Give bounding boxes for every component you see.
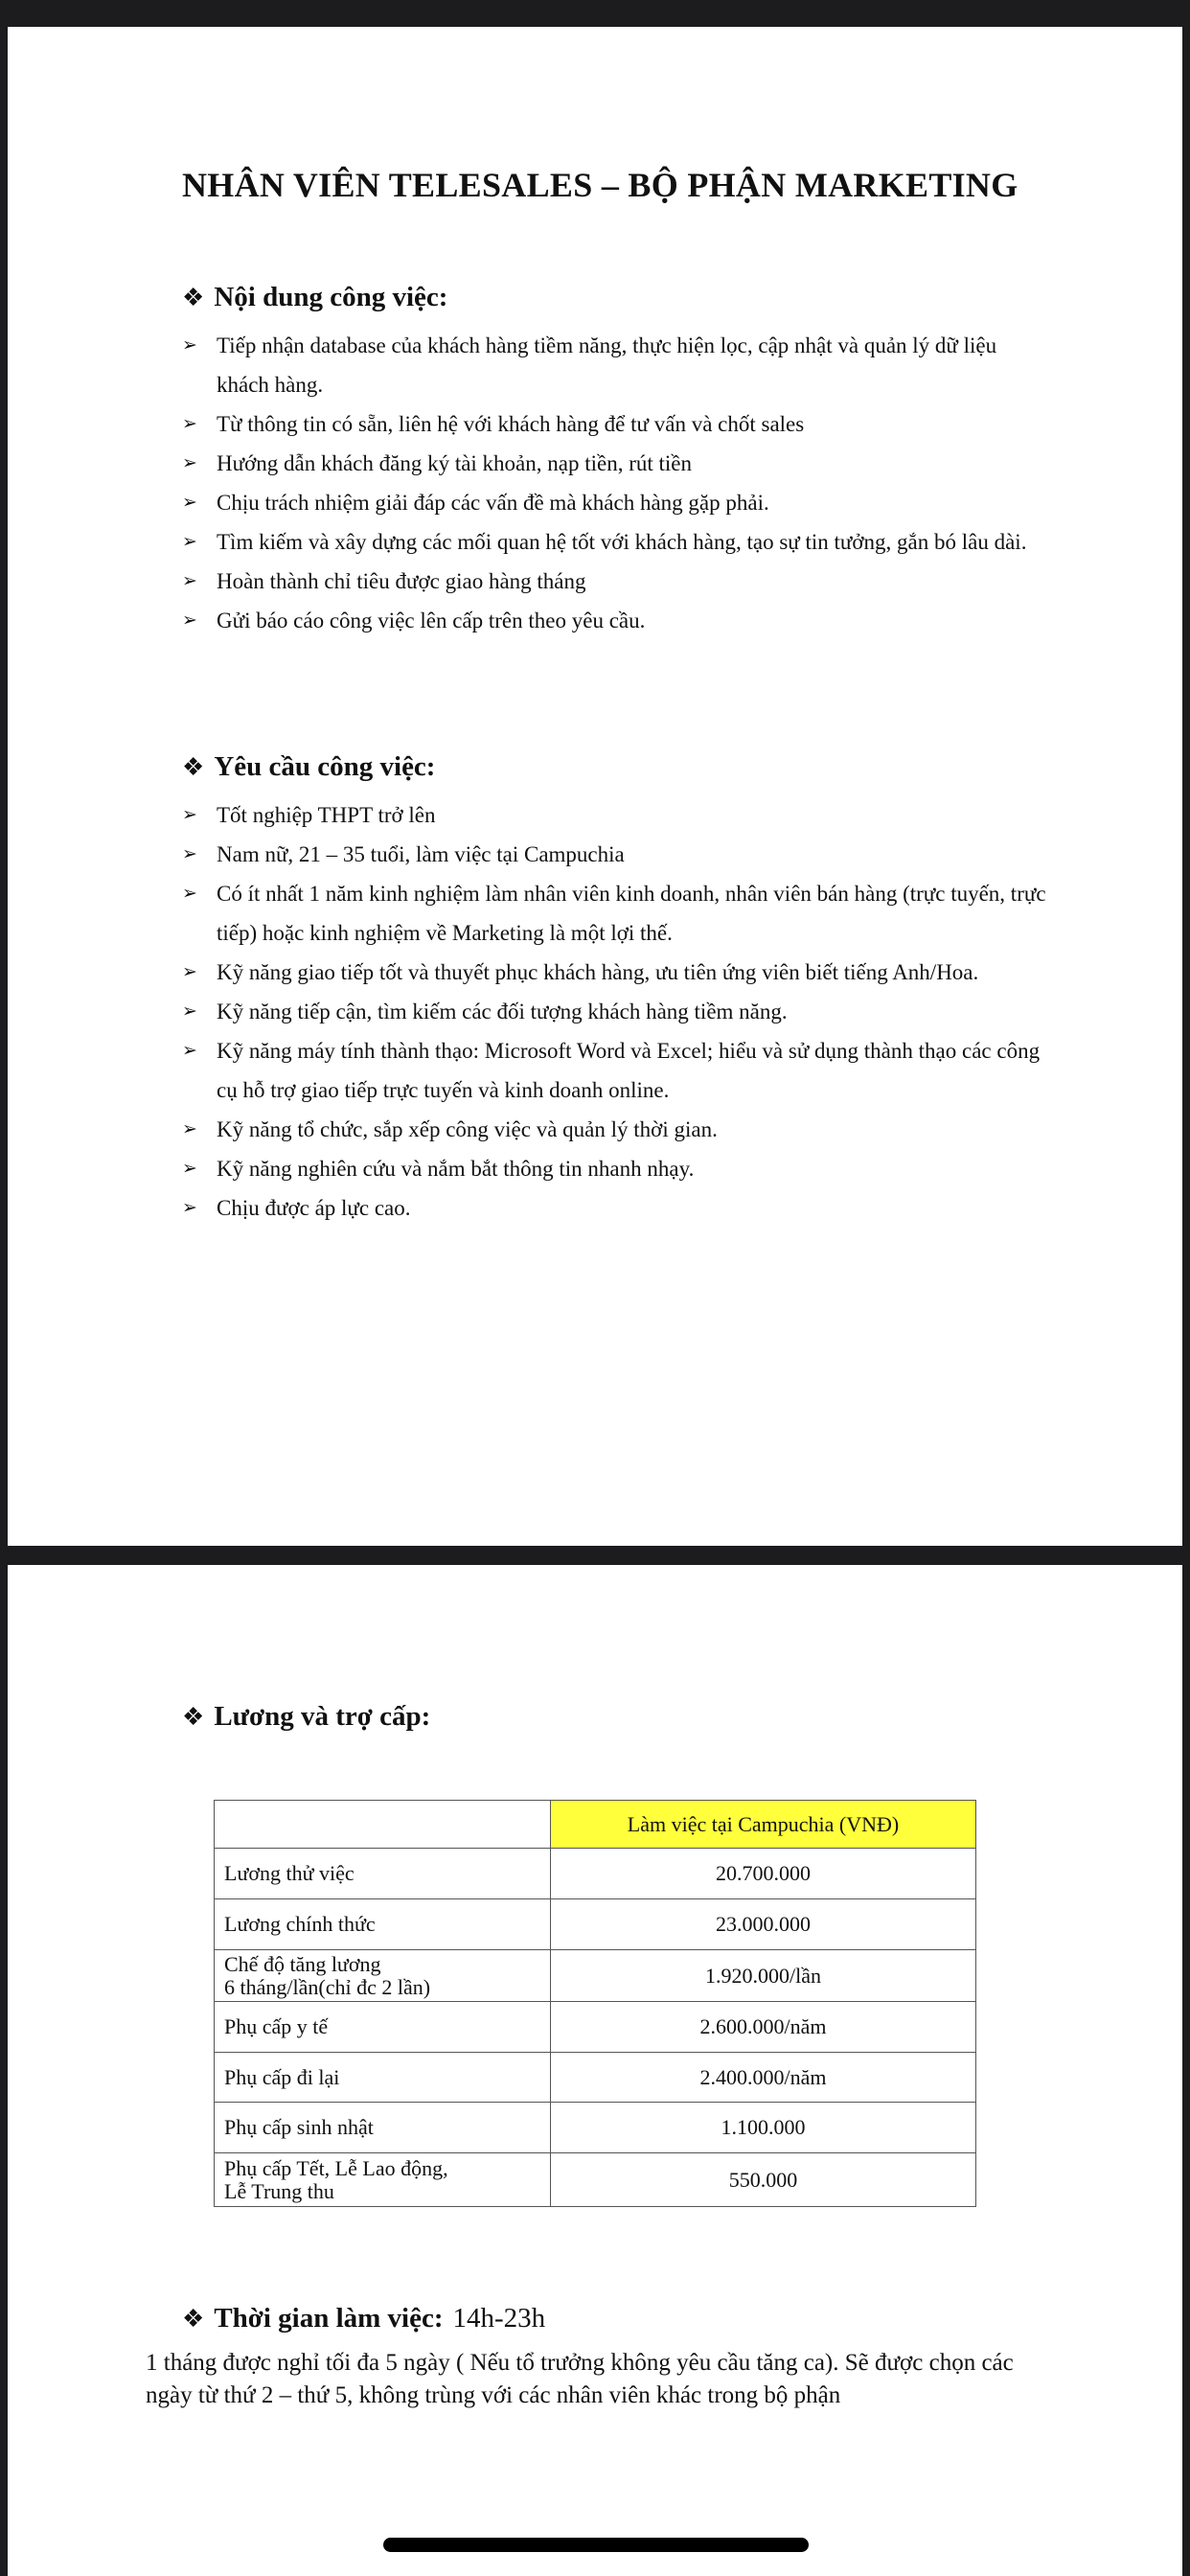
salary-item-value: 1.100.000 <box>551 2103 976 2153</box>
salary-item-label: Chế độ tăng lương 6 tháng/lần(chỉ đc 2 lần) <box>215 1950 551 2002</box>
list-item-text: Nam nữ, 21 – 35 tuổi, làm việc tại Campuchia <box>217 842 625 866</box>
duties-list <box>182 326 1054 640</box>
salary-table <box>214 1800 976 2207</box>
table-row <box>215 2103 976 2153</box>
diamond-bullet-icon: ❖ <box>182 283 205 311</box>
list-item <box>182 835 1054 874</box>
list-item-text: Có ít nhất 1 năm kinh nghiệm làm nhân viên kinh doanh, nhân viên bán hàng (trực tuyến, trực tiếp) hoặc kinh nghiệm về Marketing là một lợi thế. <box>217 882 1046 945</box>
diamond-bullet-icon: ❖ <box>182 1702 205 1731</box>
list-item <box>182 483 1054 522</box>
list-item <box>182 795 1054 835</box>
list-item <box>182 992 1054 1031</box>
arrow-bullet-icon: ➢ <box>182 1118 197 1139</box>
arrow-bullet-icon: ➢ <box>182 1000 197 1022</box>
arrow-bullet-icon: ➢ <box>182 804 197 825</box>
arrow-bullet-icon: ➢ <box>182 492 197 513</box>
arrow-bullet-icon: ➢ <box>182 1197 197 1218</box>
salary-item-label: Lương thử việc <box>215 1849 551 1899</box>
salary-item-value: 23.000.000 <box>551 1899 976 1950</box>
salary-heading <box>182 1701 430 1733</box>
list-item-text: Hướng dẫn khách đăng ký tài khoản, nạp tiền, rút tiền <box>217 451 693 475</box>
arrow-bullet-icon: ➢ <box>182 413 197 434</box>
arrow-bullet-icon: ➢ <box>182 843 197 864</box>
list-item <box>182 444 1054 483</box>
arrow-bullet-icon: ➢ <box>182 452 197 473</box>
list-item-text: Tìm kiếm và xây dựng các mối quan hệ tốt với khách hàng, tạo sự tin tưởng, gắn bó lâu dài. <box>217 530 1027 554</box>
arrow-bullet-icon: ➢ <box>182 531 197 552</box>
list-item-text: Gửi báo cáo công việc lên cấp trên theo yêu cầu. <box>217 609 646 632</box>
salary-item-value: 550.000 <box>551 2153 976 2207</box>
salary-item-value: 20.700.000 <box>551 1849 976 1899</box>
salary-heading-text: Lương và trợ cấp: <box>214 1701 431 1732</box>
list-item <box>182 953 1054 992</box>
list-item <box>182 1149 1054 1188</box>
arrow-bullet-icon: ➢ <box>182 1040 197 1061</box>
list-item <box>182 874 1054 953</box>
salary-item-label: Lương chính thức <box>215 1899 551 1950</box>
duties-heading-text: Nội dung công việc: <box>214 282 448 312</box>
list-item-text: Hoàn thành chỉ tiêu được giao hàng tháng <box>217 569 586 593</box>
diamond-bullet-icon: ❖ <box>182 752 205 781</box>
list-item <box>182 326 1054 404</box>
document-page-2 <box>8 1565 1182 2576</box>
document-title: NHÂN VIÊN TELESALES – BỘ PHẬN MARKETING <box>182 166 1018 204</box>
list-item <box>182 601 1054 640</box>
salary-item-label: Phụ cấp Tết, Lễ Lao động, Lễ Trung thu <box>215 2153 551 2207</box>
hours-note: 1 tháng được nghỉ tối đa 5 ngày ( Nếu tổ trưởng không yêu cầu tăng ca). Sẽ được chọn các ngày từ thứ 2 – thứ 5, không trùng với các nhân viên khác trong bộ phận <box>146 2350 1014 2408</box>
list-item-text: Kỹ năng nghiên cứu và nắm bắt thông tin nhanh nhạy. <box>217 1157 695 1181</box>
list-item <box>182 522 1054 562</box>
list-item-text: Chịu được áp lực cao. <box>217 1196 411 1220</box>
duties-heading <box>182 282 447 313</box>
requirements-heading-text: Yêu cầu công việc: <box>214 751 436 782</box>
arrow-bullet-icon: ➢ <box>182 961 197 982</box>
list-item <box>182 1110 1054 1149</box>
table-row <box>215 1950 976 2002</box>
arrow-bullet-icon: ➢ <box>182 570 197 591</box>
list-item <box>182 1031 1054 1110</box>
salary-table-header: Làm việc tại Campuchia (VNĐ) <box>551 1801 976 1849</box>
salary-table-corner-cell <box>215 1801 551 1849</box>
arrow-bullet-icon: ➢ <box>182 610 197 631</box>
document-page-1 <box>8 27 1182 1546</box>
table-row <box>215 2002 976 2053</box>
table-row <box>215 2153 976 2207</box>
salary-item-label: Phụ cấp đi lại <box>215 2053 551 2103</box>
salary-item-label: Phụ cấp sinh nhật <box>215 2103 551 2153</box>
arrow-bullet-icon: ➢ <box>182 883 197 904</box>
salary-item-value: 2.400.000/năm <box>551 2053 976 2103</box>
arrow-bullet-icon: ➢ <box>182 334 197 356</box>
list-item <box>182 404 1054 444</box>
list-item-text: Tốt nghiệp THPT trở lên <box>217 803 436 827</box>
table-row <box>215 2053 976 2103</box>
arrow-bullet-icon: ➢ <box>182 1158 197 1179</box>
home-indicator[interactable] <box>383 2538 809 2552</box>
requirements-list <box>182 795 1054 1228</box>
list-item-text: Kỹ năng tiếp cận, tìm kiếm các đối tượng khách hàng tiềm năng. <box>217 1000 788 1024</box>
list-item-text: Kỹ năng tổ chức, sắp xếp công việc và quản lý thời gian. <box>217 1117 718 1141</box>
hours-heading-text: Thời gian làm việc: <box>214 2303 444 2334</box>
requirements-heading <box>182 751 435 783</box>
list-item <box>182 562 1054 601</box>
salary-item-value: 2.600.000/năm <box>551 2002 976 2053</box>
table-row <box>215 1899 976 1950</box>
list-item-text: Tiếp nhận database của khách hàng tiềm năng, thực hiện lọc, cập nhật và quản lý dữ liệu khách hàng. <box>217 334 997 397</box>
diamond-bullet-icon: ❖ <box>182 2304 205 2333</box>
hours-value: 14h-23h <box>452 2303 546 2334</box>
table-row <box>215 1849 976 1899</box>
list-item-text: Kỹ năng giao tiếp tốt và thuyết phục khách hàng, ưu tiên ứng viên biết tiếng Anh/Hoa. <box>217 960 979 984</box>
hours-heading <box>182 2303 545 2334</box>
list-item <box>182 1188 1054 1228</box>
list-item-text: Chịu trách nhiệm giải đáp các vấn đề mà khách hàng gặp phải. <box>217 491 769 515</box>
salary-item-label: Phụ cấp y tế <box>215 2002 551 2053</box>
salary-item-value: 1.920.000/lần <box>551 1950 976 2002</box>
list-item-text: Kỹ năng máy tính thành thạo: Microsoft Word và Excel; hiểu và sử dụng thành thạo các công cụ hỗ trợ giao tiếp trực tuyến và kinh doanh online. <box>217 1039 1041 1102</box>
list-item-text: Từ thông tin có sẵn, liên hệ với khách hàng để tư vấn và chốt sales <box>217 412 805 436</box>
